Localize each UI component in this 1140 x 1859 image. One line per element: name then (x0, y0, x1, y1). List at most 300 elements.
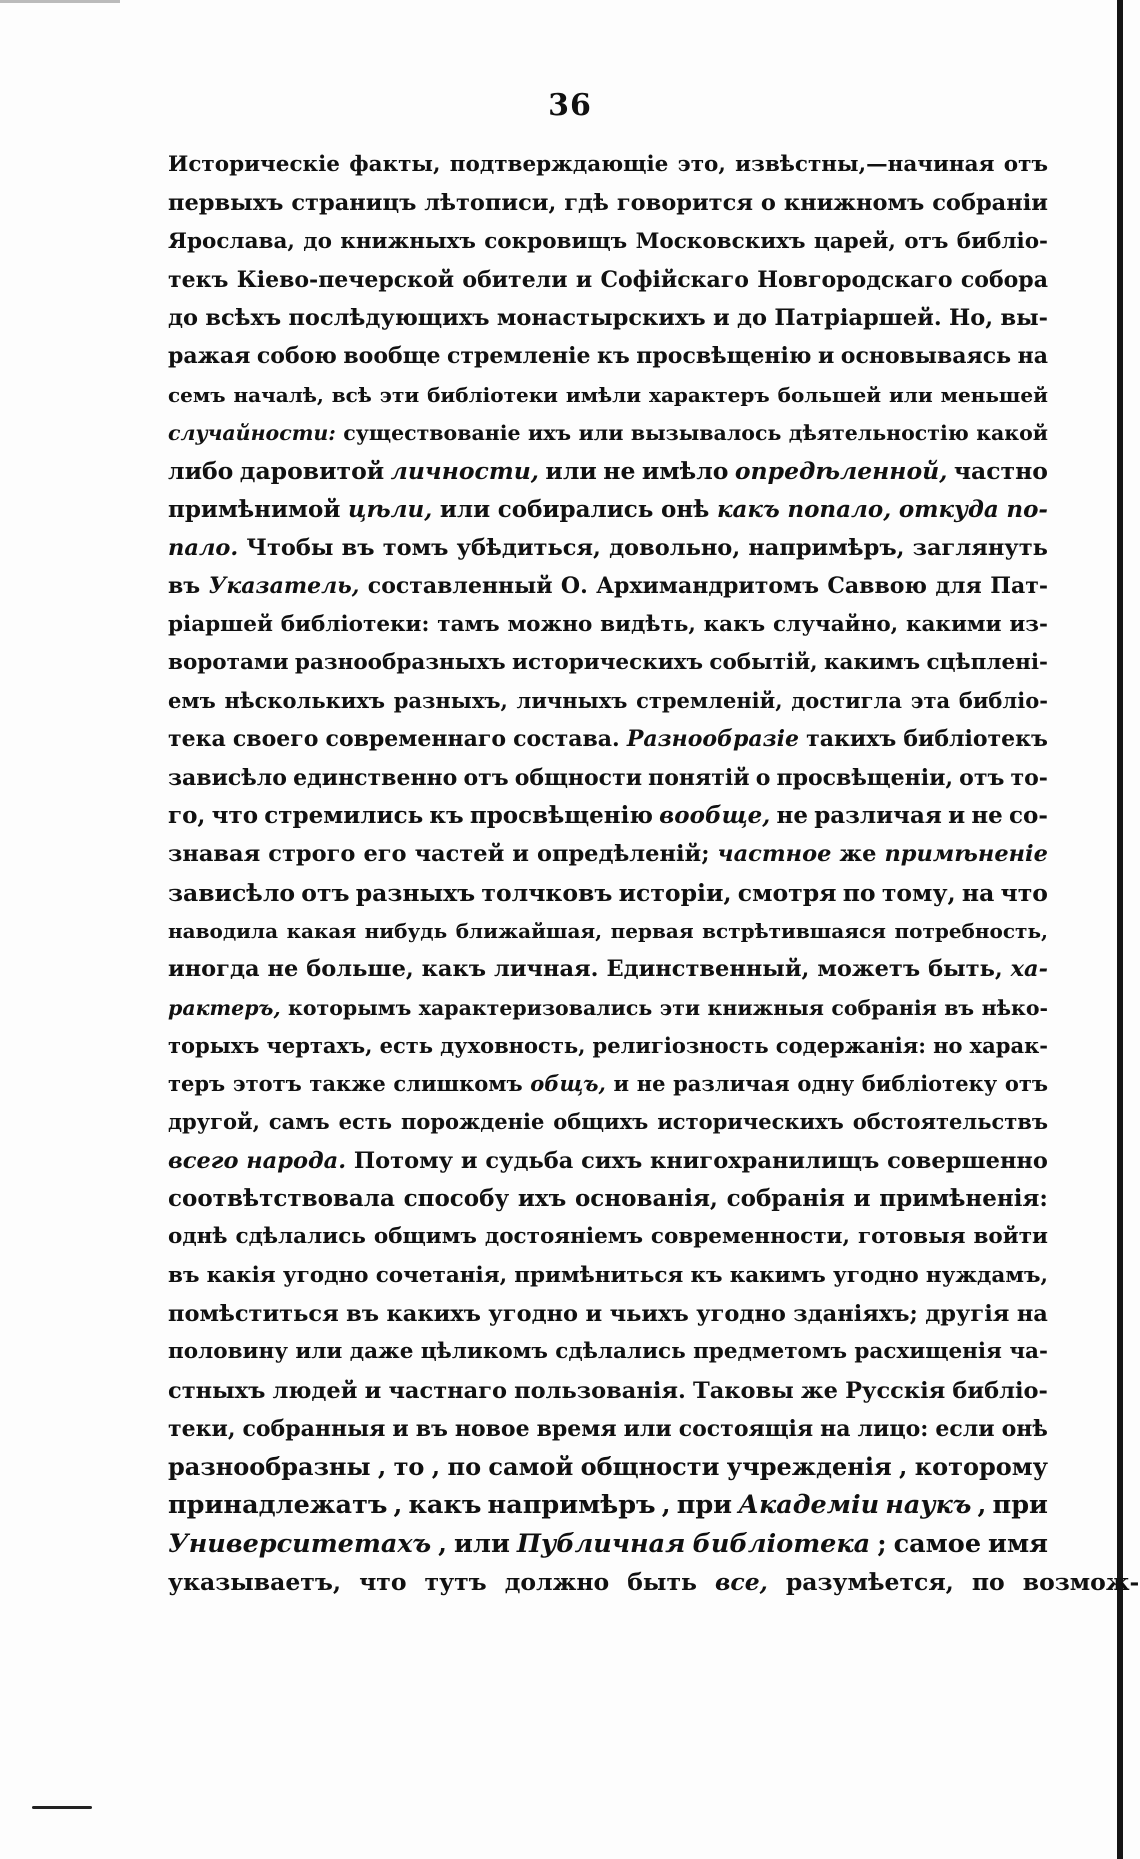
word: , (661, 1490, 671, 1521)
word: религiозность (592, 1032, 769, 1058)
word: понятiй (648, 764, 750, 791)
word: или (623, 1415, 672, 1442)
text-line (168, 1448, 1048, 1486)
word: въ (168, 573, 201, 600)
word: попало, (787, 495, 892, 523)
word: зависѣло (168, 764, 287, 791)
word: по- (1006, 495, 1048, 523)
word: меньшей (940, 382, 1048, 407)
word: но (933, 1032, 963, 1058)
word: томъ (382, 534, 449, 561)
word: , (393, 1490, 403, 1521)
word: отъ (463, 764, 509, 791)
word: либо (168, 457, 234, 486)
word: различая (814, 802, 942, 830)
word: видѣть, (600, 611, 696, 637)
word: также (309, 1071, 386, 1097)
word: основываясь (840, 343, 1012, 370)
word: въ (168, 1262, 200, 1288)
word: или (439, 495, 491, 523)
word: къ (429, 802, 464, 830)
word: Кiево-печерской (236, 266, 455, 293)
text-line (168, 720, 1048, 758)
text-line (168, 1525, 1048, 1563)
word: разнообразныхъ (294, 649, 506, 675)
word: личныхъ (516, 688, 628, 714)
word: судьба (485, 1147, 574, 1174)
word: началѣ, (233, 382, 324, 407)
word: при (992, 1490, 1048, 1521)
text-line (168, 146, 1048, 184)
text-line (168, 529, 1048, 567)
word: нибудь (364, 918, 448, 943)
word: сдѣлались (235, 1224, 366, 1250)
word: напримѣръ, (748, 534, 905, 561)
word: просвѣщенiю (469, 802, 653, 830)
word: библiотекъ (903, 726, 1048, 753)
word: толчковъ (481, 878, 613, 907)
word: до (737, 305, 768, 332)
word: можно (507, 611, 593, 637)
word: книгохранилищъ (650, 1147, 880, 1174)
word: емъ (168, 688, 216, 714)
word: должно (504, 1567, 610, 1596)
text-line (168, 1027, 1048, 1065)
word: разнообразны (168, 1452, 371, 1482)
word: напримѣръ (487, 1490, 656, 1521)
word: лѣтописи, (424, 190, 557, 217)
word: общъ, (530, 1071, 606, 1097)
word: въ (341, 534, 375, 561)
word: не (971, 802, 1003, 830)
word: людей (272, 1377, 358, 1404)
word: вы- (1000, 305, 1048, 332)
word: и (853, 1185, 871, 1213)
body-text (168, 146, 1140, 1601)
word: подтверждающiе (449, 152, 669, 177)
word: имя (988, 1528, 1048, 1559)
word: достигла (791, 688, 902, 714)
text-line (168, 1103, 1048, 1141)
word: чьихъ (609, 1300, 689, 1327)
word: убѣдиться, (456, 534, 601, 561)
word: что (1000, 878, 1048, 907)
word: достоянiемъ (484, 1224, 643, 1250)
word: тутъ (424, 1567, 487, 1596)
text-line (168, 1410, 1048, 1448)
word: Московскихъ (635, 228, 806, 254)
word: библiо- (956, 228, 1048, 254)
word: быть (627, 1567, 697, 1596)
word: воротами (168, 649, 289, 675)
word: по (842, 878, 876, 907)
word: одну (797, 1071, 855, 1097)
word: есть (338, 1109, 392, 1135)
word: какъ (408, 1490, 482, 1521)
word: нѣко- (981, 995, 1048, 1020)
word: просвѣщенiи, (776, 764, 954, 791)
page-number: 36 (548, 88, 592, 123)
word: примѣнимой (168, 495, 341, 523)
word: и (817, 343, 835, 370)
word: зависѣло (168, 878, 296, 907)
word: собора (960, 266, 1048, 293)
word: смотря (737, 878, 837, 907)
word: частное (717, 841, 832, 868)
text-line (168, 1486, 1048, 1524)
word: все, (714, 1567, 768, 1596)
word: встрѣтившаяся (702, 918, 886, 943)
word: онѣ (661, 495, 710, 523)
word: состава. (513, 726, 620, 753)
word: знавая (168, 841, 261, 868)
text-line (168, 1180, 1048, 1218)
word: опредѣленiй; (536, 841, 710, 868)
word: угодно (696, 1300, 786, 1327)
word: какими (905, 611, 1002, 637)
word: Единственный, (606, 956, 810, 983)
word: какихъ (386, 1300, 481, 1327)
word: сочетанiя, (375, 1262, 508, 1288)
word: библiо- (952, 1377, 1048, 1404)
word: тамъ (437, 611, 500, 637)
word: угодно (832, 1262, 919, 1288)
word: и (613, 1071, 630, 1097)
word: даровитой (239, 457, 385, 486)
word: из- (1009, 611, 1048, 637)
word: Саввою (827, 573, 927, 600)
word: первая (610, 918, 694, 943)
word: примѣниться (514, 1262, 684, 1288)
word: пало. (168, 534, 239, 561)
word: имѣло (641, 457, 729, 486)
word: по (971, 1567, 1005, 1596)
word: личная. (493, 956, 599, 983)
word: характеръ (649, 382, 770, 407)
word: его (363, 841, 407, 868)
word: разныхъ, (393, 688, 508, 714)
text-line (168, 1295, 1048, 1333)
word: извѣстны,—начиная (735, 152, 995, 177)
word: собранiя (831, 995, 937, 1020)
word: собранныя (242, 1415, 386, 1442)
word: время (536, 1415, 617, 1442)
word: угодно (282, 1262, 369, 1288)
word: тека (168, 726, 226, 753)
word: какимъ (824, 649, 921, 675)
word: самое (893, 1528, 982, 1559)
word: предметомъ (693, 1339, 848, 1365)
text-line (168, 606, 1048, 644)
word: иногда (168, 956, 260, 983)
word: можетъ (817, 956, 921, 983)
word: ражая (168, 343, 251, 370)
word: рiаршей (168, 611, 273, 637)
word: и (948, 802, 966, 830)
word: откуда (898, 495, 999, 523)
word: отъ (301, 878, 350, 907)
word: на (1016, 1300, 1048, 1327)
text-line (168, 414, 1048, 452)
word: сихъ (581, 1147, 643, 1174)
word: принадлежатъ (168, 1490, 388, 1521)
word: просвѣщенiю (636, 343, 812, 370)
word: вызывалось (630, 421, 782, 446)
word: Указатель, (208, 573, 360, 600)
text-line (168, 337, 1048, 375)
text-line (168, 452, 1048, 490)
text-line (168, 376, 1048, 414)
word: эти (379, 382, 420, 407)
word: какой (976, 421, 1048, 446)
word: и (712, 305, 730, 332)
word: и (512, 841, 529, 868)
word: о (760, 190, 776, 217)
word: ча- (1009, 1339, 1048, 1365)
word: другой, (168, 1109, 260, 1135)
word: сцѣплені- (926, 649, 1048, 675)
word: стремленiе (447, 343, 591, 370)
word: стныхъ (168, 1377, 266, 1404)
word: что (211, 802, 259, 830)
word: совершенно (887, 1147, 1048, 1174)
word: не (776, 802, 808, 830)
word: указываетъ, (168, 1567, 342, 1596)
word: Ярослава, (168, 228, 295, 254)
text-line (168, 567, 1048, 605)
word: составленный (367, 573, 553, 600)
word: различая (673, 1071, 790, 1097)
word: собою (256, 343, 337, 370)
word: Русскiя (845, 1377, 946, 1404)
word: есть (379, 1032, 434, 1058)
word: самъ (268, 1109, 330, 1135)
word: библiотеки (427, 382, 559, 407)
text-line (168, 950, 1048, 988)
word: го, (168, 802, 206, 830)
word: слишкомъ (393, 1071, 523, 1097)
word: Академiи (738, 1490, 880, 1521)
word: торыхъ (168, 1032, 260, 1058)
text-line (168, 223, 1048, 261)
word: до (168, 305, 199, 332)
word: , (899, 1452, 908, 1482)
word: строго (268, 841, 356, 868)
word: эта (910, 688, 951, 714)
word: и (392, 1415, 409, 1442)
word: и (585, 1300, 603, 1327)
word: отъ (1003, 152, 1048, 177)
word: по (447, 1452, 482, 1482)
word: сдѣлались (555, 1339, 686, 1365)
text-line (168, 1563, 1140, 1601)
word: довольно, (609, 534, 741, 561)
word: при (676, 1490, 733, 1521)
word: до (303, 228, 332, 254)
word: же (839, 841, 877, 868)
word: возмож- (1022, 1567, 1140, 1596)
word: не (267, 956, 299, 983)
word: , (438, 1528, 448, 1559)
word: существованiе (343, 421, 521, 446)
word: отъ (1004, 1071, 1048, 1097)
word: общности (580, 1452, 720, 1482)
word: на (1017, 343, 1048, 370)
text-line (168, 299, 1048, 337)
word: собранiя (726, 1185, 845, 1213)
word: ; (877, 1528, 887, 1559)
word: историческихъ (512, 649, 703, 675)
word: или (545, 457, 597, 486)
word: пользованiя. (514, 1377, 686, 1404)
word: въ (415, 1415, 448, 1442)
word: современности, (650, 1224, 850, 1250)
word: больше, (306, 956, 414, 983)
word: чертахъ, (266, 1032, 373, 1058)
word: всѣ (331, 382, 372, 407)
word: же (800, 1377, 838, 1404)
word: разумѣется, (785, 1567, 954, 1596)
word: соотвѣтствовала (168, 1185, 395, 1213)
text-line (168, 797, 1048, 835)
text-line (168, 835, 1048, 873)
word: опредѣленной, (734, 457, 948, 486)
word: обстоятельствъ (852, 1109, 1048, 1135)
word: Новгородскаго (757, 266, 953, 293)
word: какъ (421, 956, 487, 983)
word: говорится (616, 190, 753, 217)
word: стремленiй, (636, 688, 783, 714)
word: потребность, (894, 918, 1048, 943)
word: на (820, 1415, 851, 1442)
word: собранiи (932, 190, 1048, 217)
word: какiя (206, 1262, 276, 1288)
word: расхищенiя (854, 1339, 1002, 1365)
word: ха- (1010, 956, 1048, 983)
word: ихъ (528, 421, 572, 446)
word: послѣдующихъ (288, 305, 490, 332)
word: дѣятельностiю (788, 421, 969, 446)
word: или (454, 1528, 510, 1559)
word: имѣли (565, 382, 642, 407)
word: своего (232, 726, 319, 753)
word: гдѣ (564, 190, 609, 217)
word: наукъ (885, 1490, 972, 1521)
word: онѣ (1001, 1415, 1048, 1442)
text-line (168, 874, 1048, 912)
word: или (888, 382, 933, 407)
word: и (460, 1147, 478, 1174)
word: Публичная (516, 1528, 686, 1559)
word: ближайшая, (455, 918, 603, 943)
word: новое (454, 1415, 530, 1442)
word: учрежденiя (726, 1452, 892, 1482)
word: способу (403, 1185, 510, 1213)
word: историческихъ (657, 1109, 844, 1135)
word: библiотеку (861, 1071, 998, 1097)
word: или (295, 1339, 343, 1365)
word: Патрiаршей. (774, 305, 942, 332)
word: это, (677, 152, 726, 177)
text-line (168, 184, 1048, 222)
word: состоящiя (678, 1415, 814, 1442)
text-line (168, 759, 1048, 797)
word: и (364, 1377, 382, 1404)
word: библiотеки: (280, 611, 430, 637)
word: если (935, 1415, 995, 1442)
word: Но, (949, 305, 994, 332)
word: всего (168, 1147, 239, 1174)
word: даже (349, 1339, 414, 1365)
word: библiо- (958, 688, 1048, 714)
word: стремились (264, 802, 424, 830)
text-line (168, 1142, 1048, 1180)
word: случайно, (772, 611, 899, 637)
word: то- (1010, 764, 1048, 791)
text-line (168, 1372, 1048, 1410)
word: исторiи, (618, 878, 732, 907)
word: цѣли, (348, 495, 433, 523)
word: теръ (168, 1071, 226, 1097)
word: къ (597, 343, 630, 370)
word: такихъ (806, 726, 897, 753)
word: разныхъ (355, 878, 476, 907)
word: событiй, (709, 649, 818, 675)
word: обители (462, 266, 568, 293)
word: для (935, 573, 982, 600)
word: войти (973, 1224, 1048, 1250)
text-line (168, 491, 1048, 529)
word: текъ (168, 266, 229, 293)
word: современнаго (325, 726, 507, 753)
word: общимъ (373, 1224, 477, 1250)
word: въ (944, 995, 975, 1020)
word: собирались (497, 495, 654, 523)
word: , (431, 1452, 441, 1482)
word: помѣститься (168, 1300, 339, 1327)
word: нѣсколькихъ (224, 688, 385, 714)
word: теки, (168, 1415, 236, 1442)
word: семъ (168, 382, 226, 407)
word: частнаго (388, 1377, 507, 1404)
word: эти (659, 995, 701, 1020)
word: книжныя (707, 995, 824, 1020)
margin-mark (32, 1806, 92, 1809)
word: частно (953, 457, 1048, 486)
word: отъ (959, 764, 1005, 791)
word: тому, (881, 878, 956, 907)
word: не (603, 457, 636, 486)
word: о (755, 764, 771, 791)
word: случайности: (168, 421, 336, 446)
text-line (168, 644, 1048, 682)
word: большей (777, 382, 882, 407)
word: рактеръ, (168, 995, 281, 1020)
text-line (168, 1065, 1048, 1103)
text-line (168, 912, 1048, 950)
word: харак- (969, 1032, 1048, 1058)
text-line (168, 1218, 1048, 1256)
word: какая (286, 918, 357, 943)
text-line (168, 989, 1048, 1027)
word: со- (1009, 802, 1048, 830)
word: Чтобы (246, 534, 334, 561)
word: частей (414, 841, 505, 868)
word: общихъ (553, 1109, 649, 1135)
word: духовность, (440, 1032, 586, 1058)
word: , (977, 1490, 987, 1521)
word: монастырскихъ (496, 305, 706, 332)
